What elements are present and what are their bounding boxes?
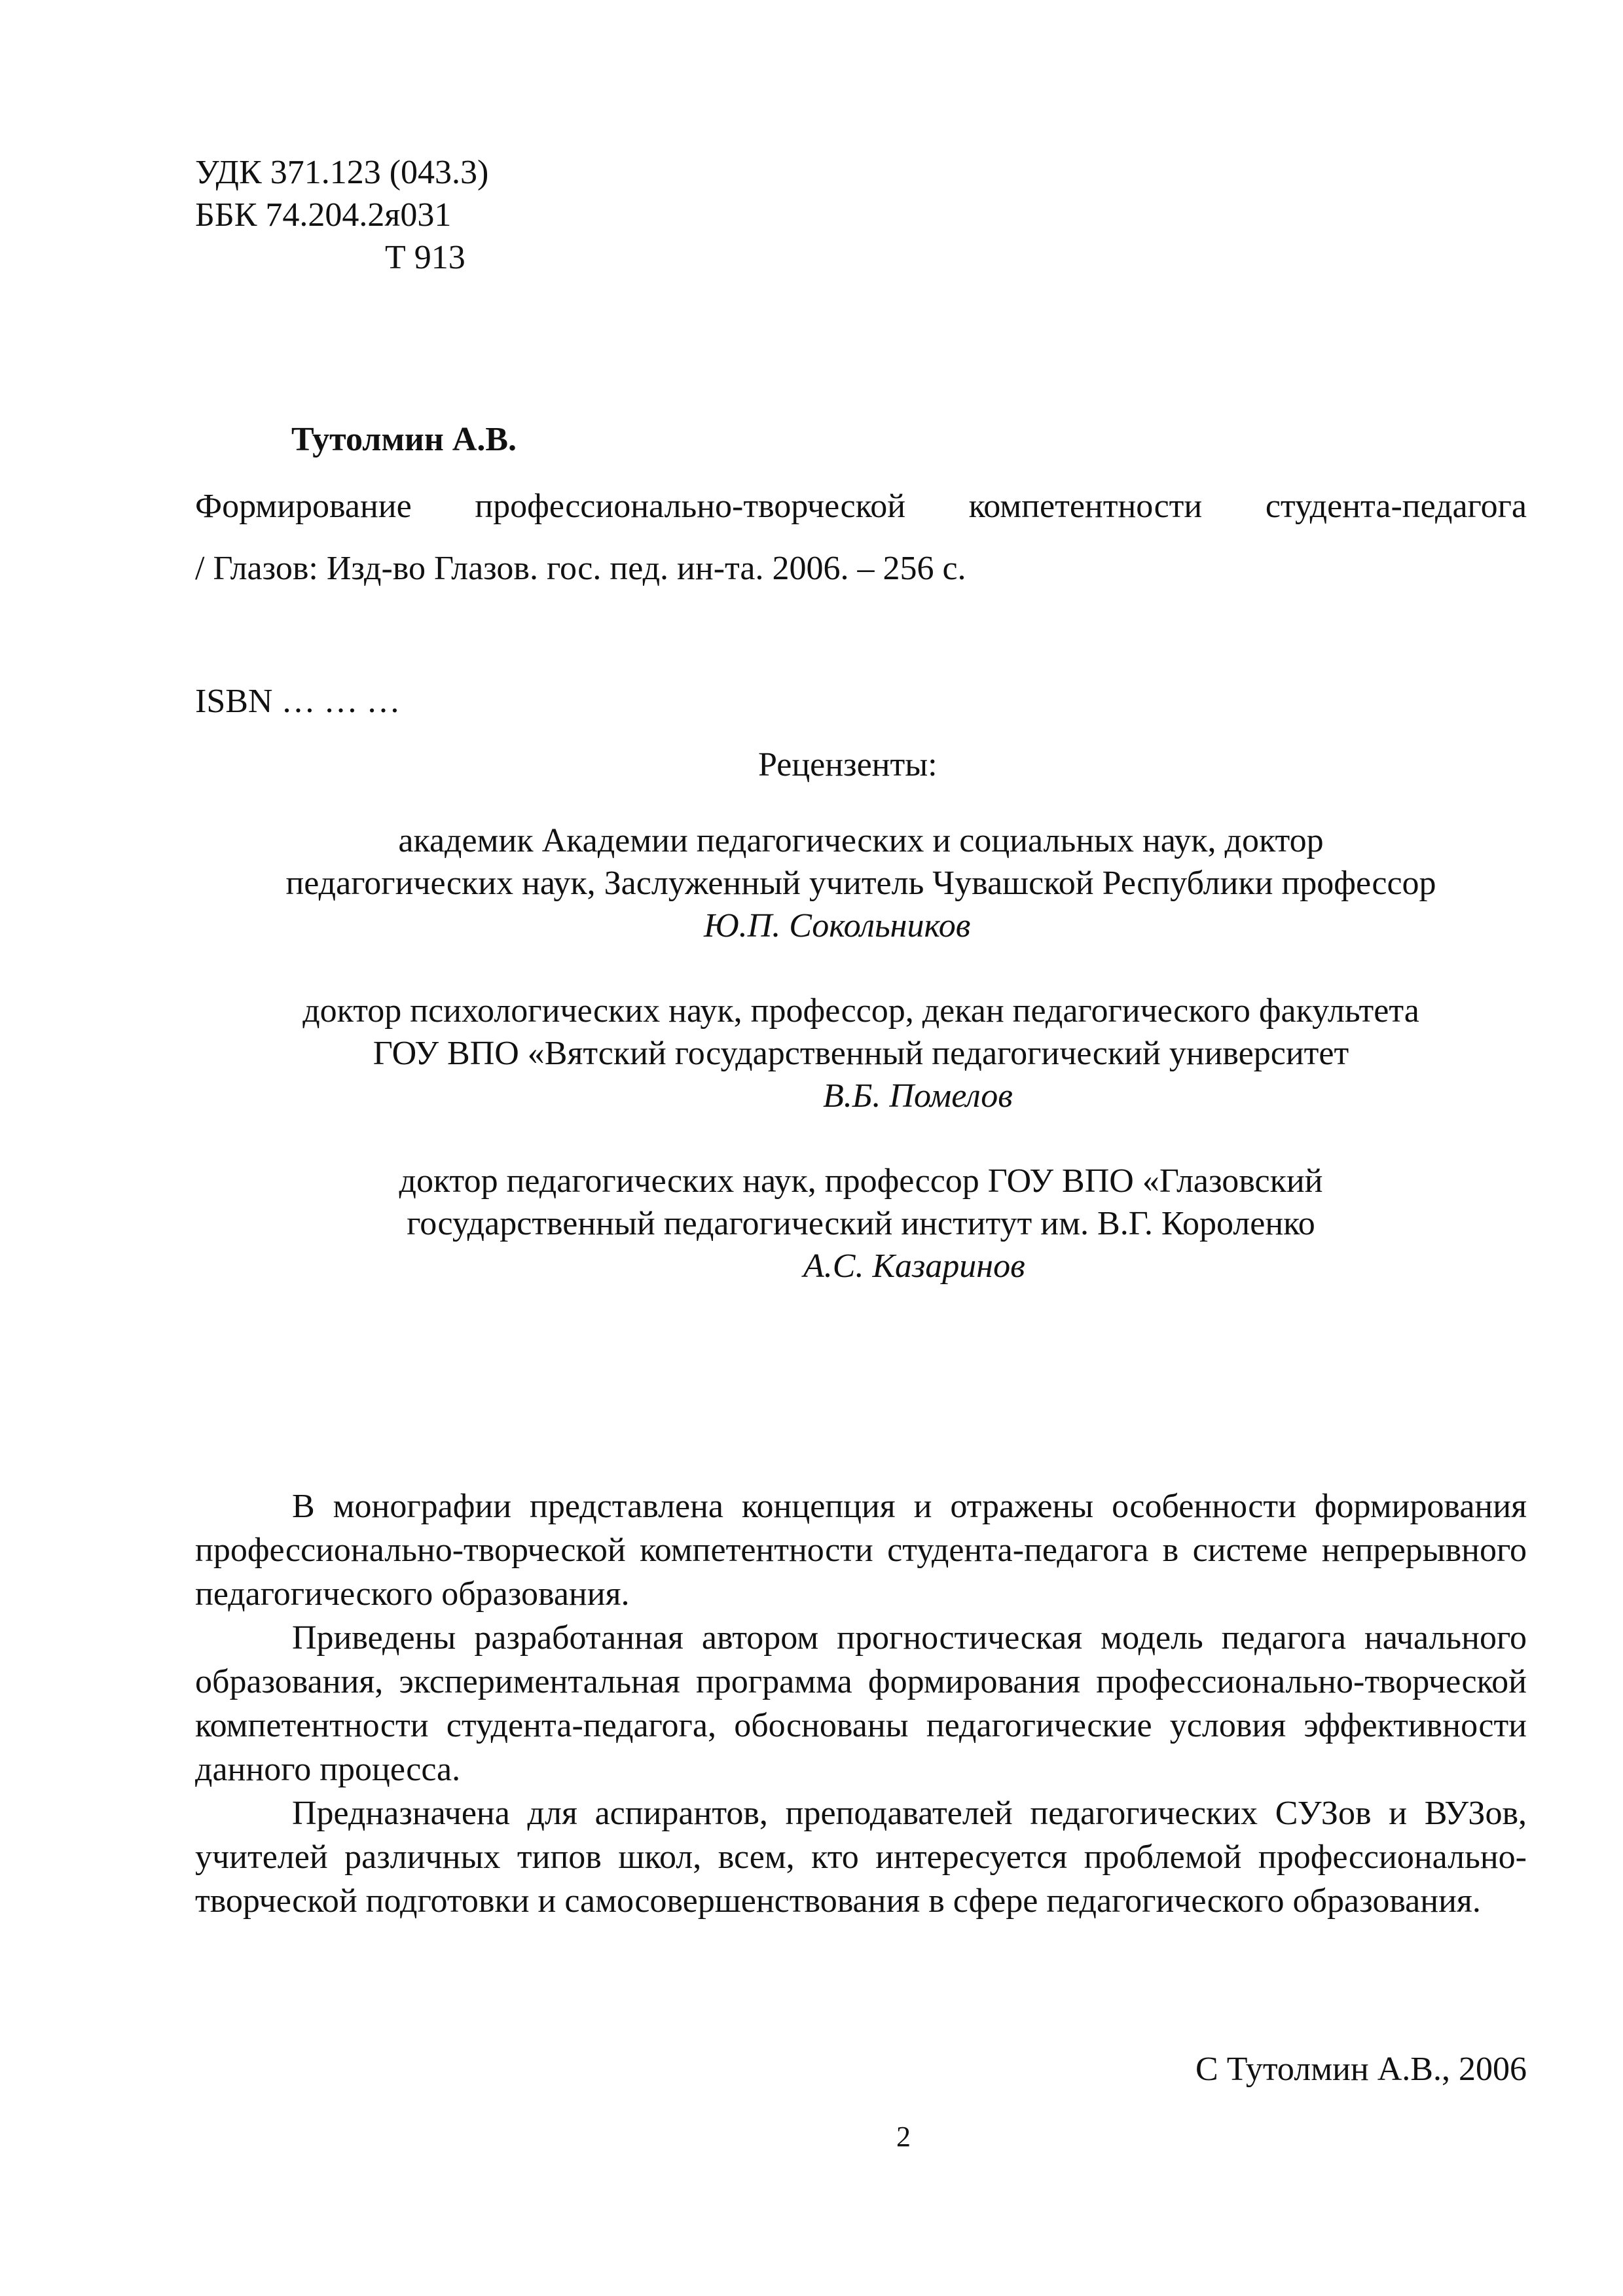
reviewer-name: А.С. Казаринов: [803, 1247, 1025, 1285]
reviewer-credentials: доктор педагогических наук, профессор ГОУ ВПО «Глазовский: [399, 1162, 1323, 1200]
author-name: Тутолмин А.В.: [291, 421, 517, 458]
abstract: [195, 1484, 1527, 1923]
bbk-code: ББК 74.204.2я031: [195, 196, 452, 234]
publication-info: / Глазов: Изд-во Глазов. гос. пед. ин-та. 2006. – 256 с.: [195, 550, 966, 587]
reviewer-name: Ю.П. Сокольников: [704, 907, 971, 944]
page-number: 2: [896, 2121, 911, 2153]
reviewer-credentials: педагогических наук, Заслуженный учитель Чувашской Республики профессор: [285, 865, 1436, 902]
reviewer-credentials: ГОУ ВПО «Вятский государственный педагогический университет: [373, 1035, 1349, 1072]
isbn: ISBN … … …: [195, 683, 401, 720]
reviewer-credentials: доктор психологических наук, профессор, декан педагогического факультета: [302, 992, 1419, 1030]
abstract-paragraph: Предназначена для аспирантов, преподавателей педагогических СУЗов и ВУЗов, учителей различных типов школ, всем, кто интересуется проблемой профессионально-творческой подготовки и самосовершенствования в сфере педагогического образования.: [195, 1795, 1527, 1920]
abstract-paragraph: В монографии представлена концепция и отражены особенности формирования профессионально-творческой компетентности студента-педагога в системе непрерывного педагогического образования.: [195, 1488, 1527, 1613]
book-title: Формирование профессионально-творческой компетентности студента-педагога: [195, 488, 1527, 525]
reviewer-name: В.Б. Помелов: [823, 1077, 1013, 1115]
reviewer-credentials: академик Академии педагогических и социальных наук, доктор: [398, 822, 1324, 859]
reviewers-heading: Рецензенты:: [758, 746, 938, 783]
author-mark: Т 913: [385, 239, 465, 276]
copyright-notice: С Тутолмин А.В., 2006: [1195, 2051, 1527, 2088]
reviewer-credentials: государственный педагогический институт им. В.Г. Короленко: [407, 1205, 1315, 1242]
abstract-paragraph: Приведены разработанная автором прогностическая модель педагога начального образования, экспериментальная программа формирования профессионально-творческой компетентности студента-педагога, обоснованы педагогические условия эффективности данного процесса.: [195, 1619, 1527, 1788]
udk-code: УДК 371.123 (043.3): [195, 154, 489, 191]
